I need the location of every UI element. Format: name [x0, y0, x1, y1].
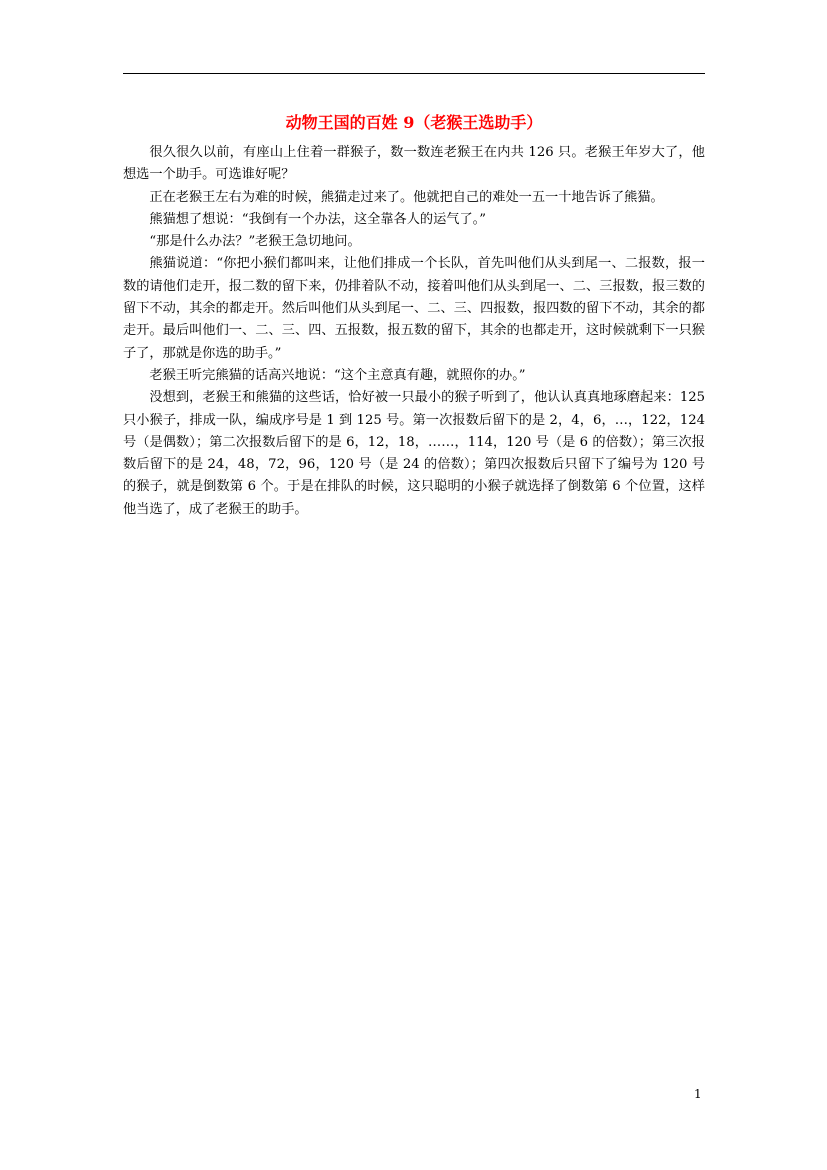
- page-number: 1: [694, 1087, 702, 1101]
- paragraph-monkey-king-asks: “那是什么办法？”老猴王急切地问。: [149, 234, 361, 250]
- document-title: 动物王国的百姓 9（老猴王选助手）: [285, 113, 543, 132]
- paragraph-panda-idea: 熊猫想了想说：“我倒有一个办法，这全靠各人的运气了。”: [149, 211, 486, 227]
- paragraph-monkey-king-agrees: 老猴王听完熊猫的话高兴地说：“这个主意真有趣，就照你的办。”: [149, 367, 526, 383]
- paragraph-panda-arrives: 正在老猴王左右为难的时候，熊猫走过来了。他就把自己的难处一五一十地告诉了熊猫。: [149, 189, 664, 205]
- header-rule: [123, 73, 705, 74]
- paragraph-intro: 很久很久以前，有座山上住着一群猴子，数一数连老猴王在内共 126 只。老猴王年岁大了，他想选一个助手。可选谁好呢？: [123, 145, 705, 183]
- paragraph-panda-explains: 熊猫说道：“你把小猴们都叫来，让他们排成一个长队，首先叫他们从头到尾一、二报数，报一数的请他们走开，报二数的留下来，仍排着队不动，接着叫他们从头到尾一、二、三报数，报三数的留下不动，其余的都走开。然后叫他们从头到尾一、二、三、四报数，报四数的留下不动，其余的都走开。最后叫他们一、二、三、四、五报数，报五数的留下，其余的也都走开，这时候就剩下一只猴子了，那就是你选的助手。”: [123, 256, 705, 361]
- paragraph-little-monkey: 没想到，老猴王和熊猫的这些话，恰好被一只最小的猴子听到了，他认认真真地琢磨起来：125 只小猴子，排成一队，编成序号是 1 到 125 号。第一次报数后留下的是 2，4，6，…，122，124 号（是偶数）；第二次报数后留下的是 6，12，18，……，114，120 号（是 6 的倍数）；第三次报数后留下的是 24，48，72，96，120 号（是 24 的倍数）；第四次报数后只留下了编号为 120 号的猴子，就是倒数第 6 个。于是在排队的时候，这只聪明的小猴子就选择了倒数第 6 个位置，这样他当选了，成了老猴王的助手。: [123, 390, 705, 517]
- document-body: [123, 142, 705, 521]
